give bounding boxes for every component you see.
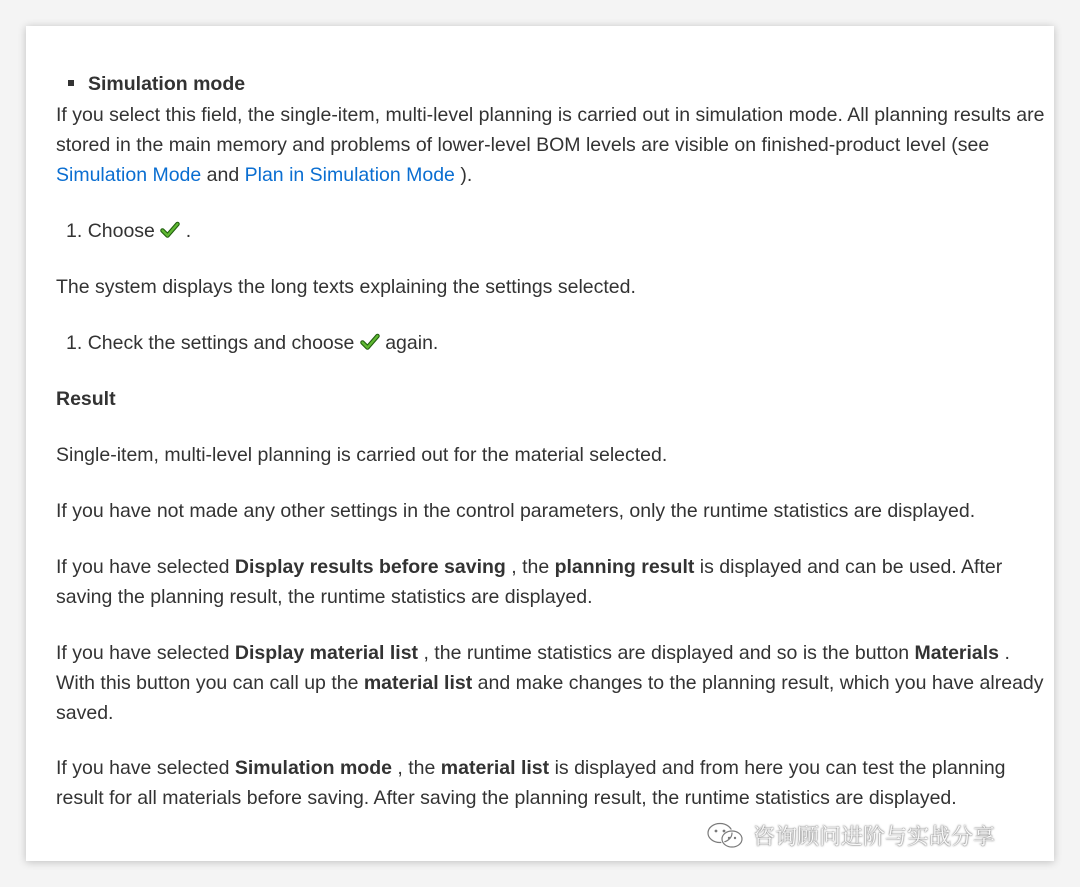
result-paragraph-1: Single-item, multi-level planning is carried out for the material selected. <box>56 444 668 466</box>
term-material-list: material list <box>440 757 550 779</box>
text-run: . With this button you can call up the <box>56 642 1010 694</box>
term-simulation-mode: Simulation mode <box>234 757 392 779</box>
watermark-text: 咨询顾问进阶与实战分享 <box>753 825 996 850</box>
watermark <box>705 820 995 851</box>
text-run: If you have selected <box>56 556 235 578</box>
link-plan-in-simulation-mode[interactable]: Plan in Simulation Mode <box>244 164 455 186</box>
term-display-material-list: Display material list <box>234 642 419 664</box>
bullet-title: Simulation mode <box>88 73 246 95</box>
text-run: , the <box>391 757 441 779</box>
intro-text-1: If you select this field, the single-item, multi-level planning is carried out in simulation mode. All planning results are stored in the main memory and problems of lower-level BOM levels are visible on finished-product level (see <box>56 104 1045 156</box>
result-heading: Result <box>56 388 116 410</box>
term-planning-result: planning result <box>554 556 695 578</box>
step-check-settings <box>66 328 1054 358</box>
term-material-list: material list <box>363 672 473 694</box>
term-materials-button: Materials <box>914 642 1000 664</box>
step-choose <box>66 216 1054 246</box>
result-paragraph-3 <box>56 552 1046 612</box>
text-run: and make changes to the planning result, which you have already saved. <box>56 672 1044 724</box>
link-simulation-mode[interactable]: Simulation Mode <box>56 164 202 186</box>
document-page <box>26 26 1054 861</box>
result-paragraph-2: If you have not made any other settings in the control parameters, only the runtime statistics are displayed. <box>56 500 976 522</box>
step-number: 1. <box>66 220 83 242</box>
intro-text-3: ). <box>454 164 473 186</box>
step-text: Check the settings and choose <box>87 332 355 354</box>
intro-text-2: and <box>201 164 245 186</box>
step-number: 1. <box>66 332 83 354</box>
step-after: . <box>180 220 192 242</box>
text-run: is displayed and from here you can test the planning result for all materials before saving. After saving the planning result, the runtime statistics are displayed. <box>56 757 1006 809</box>
text-run: , the runtime statistics are displayed and so is the button <box>418 642 915 664</box>
text-run: If you have selected <box>56 757 235 779</box>
step-after: again. <box>379 332 439 354</box>
result-paragraph-4 <box>56 638 1046 728</box>
text-run: is displayed and can be used. After saving the planning result, the runtime statistics are displayed. <box>56 556 1003 608</box>
result-paragraph-5 <box>56 753 1046 813</box>
checkmark-icon[interactable] <box>360 332 380 352</box>
step-text: Choose <box>87 220 155 242</box>
text-run: , the <box>505 556 555 578</box>
long-texts-paragraph: The system displays the long texts explaining the settings selected. <box>56 276 636 298</box>
intro-paragraph <box>56 100 1046 190</box>
bullet-square-icon <box>68 80 74 86</box>
text-run: If you have selected <box>56 642 235 664</box>
checkmark-icon[interactable] <box>160 220 180 240</box>
term-display-results-before-saving: Display results before saving <box>234 556 506 578</box>
bullet-item-simulation-mode <box>68 69 1054 99</box>
wechat-icon <box>705 821 747 851</box>
